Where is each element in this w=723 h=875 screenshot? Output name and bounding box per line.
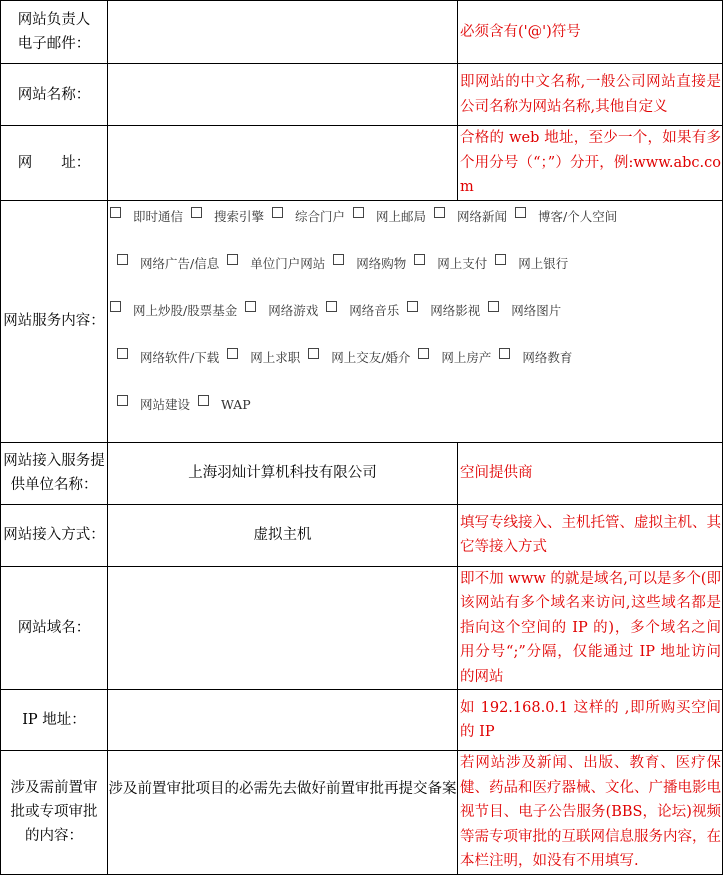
row-domain [1,566,723,690]
row-services [1,200,723,442]
checkbox-icon[interactable] [198,395,209,406]
row-ip [1,690,723,751]
row-approval [1,751,723,875]
checkbox-icon[interactable] [353,207,364,218]
provider-field[interactable]: 上海羽灿计算机科技有限公司 [108,442,458,504]
checkbox-icon[interactable] [110,207,121,218]
services-options [108,200,723,442]
checkbox-icon[interactable] [407,301,418,312]
checkbox-icon[interactable] [488,301,499,312]
option-music[interactable]: 网络音乐 [326,301,399,319]
checkbox-icon[interactable] [434,207,445,218]
note-site-name: 即网站的中文名称,一般公司网站直接是公司名称为网站名称,其他自定义 [458,64,723,126]
option-pictures[interactable]: 网络图片 [488,301,561,319]
label-services: 网站服务内容： [1,200,108,442]
services-line [110,254,718,301]
checkbox-icon[interactable] [495,254,506,265]
checkbox-icon[interactable] [418,348,429,359]
option-news[interactable]: 网络新闻 [434,207,507,225]
checkbox-icon[interactable] [333,254,344,265]
checkbox-icon[interactable] [110,301,121,312]
url-field[interactable] [108,126,458,201]
note-provider: 空间提供商 [458,442,723,504]
checkbox-icon[interactable] [515,207,526,218]
checkbox-icon[interactable] [499,348,510,359]
option-payment[interactable]: 网上支付 [414,254,487,272]
note-url: 合格的 web 地址，至少一个，如果有多个用分号（“；”）分开，例:www.abc.com [458,126,723,201]
label-approval: 涉及需前置审批或专项审批的内容： [1,751,108,875]
label-access-method: 网站接入方式： [1,504,108,566]
option-stocks[interactable]: 网上炒股/股票基金 [110,301,237,319]
option-blog[interactable]: 博客/个人空间 [515,207,617,225]
option-realestate[interactable]: 网上房产 [418,348,491,366]
checkbox-icon[interactable] [117,395,128,406]
row-site-name [1,64,723,126]
email-field[interactable] [108,1,458,64]
row-email [1,1,723,64]
option-shopping[interactable]: 网络购物 [333,254,406,272]
approval-field[interactable]: 涉及前置审批项目的必需先去做好前置审批再提交备案 [108,751,458,875]
option-unit-portal[interactable]: 单位门户网站 [227,254,325,272]
option-ads[interactable]: 网络广告/信息 [117,254,219,272]
ip-field[interactable] [108,690,458,751]
option-jobs[interactable]: 网上求职 [227,348,300,366]
label-domain: 网站域名： [1,566,108,690]
domain-field[interactable] [108,566,458,690]
label-site-name: 网站名称： [1,64,108,126]
note-domain: 即不加 www 的就是域名,可以是多个(即该网站有多个域名来访问,这些域名都是指向这个空间的 IP 的)，多个域名之间用分号“;”分隔，仅能通过 IP 地址访问的网站 [458,566,723,690]
option-video[interactable]: 网络影视 [407,301,480,319]
row-url [1,126,723,201]
option-games[interactable]: 网络游戏 [245,301,318,319]
option-dating[interactable]: 网上交友/婚介 [308,348,410,366]
checkbox-icon[interactable] [191,207,202,218]
option-portal[interactable]: 综合门户 [272,207,345,225]
label-provider: 网站接入服务提供单位名称： [1,442,108,504]
checkbox-icon[interactable] [245,301,256,312]
option-site-building[interactable]: 网站建设 [117,395,190,413]
services-line [110,301,718,348]
option-im[interactable]: 即时通信 [110,207,183,225]
checkbox-icon[interactable] [117,348,128,359]
option-education[interactable]: 网络教育 [499,348,572,366]
checkbox-icon[interactable] [414,254,425,265]
checkbox-icon[interactable] [308,348,319,359]
note-approval: 若网站涉及新闻、出版、教育、医疗保健、药品和医疗器械、文化、广播电影电视节目、电子公告服务(BBS，论坛)视频等需专项审批的互联网信息服务内容，在本栏注明，如没有不用填写. [458,751,723,875]
services-line [110,207,718,254]
option-banking[interactable]: 网上银行 [495,254,568,272]
checkbox-icon[interactable] [326,301,337,312]
option-software[interactable]: 网络软件/下载 [117,348,219,366]
site-name-field[interactable] [108,64,458,126]
access-method-field[interactable]: 虚拟主机 [108,504,458,566]
note-ip: 如 192.168.0.1 这样的 ,即所购买空间的 IP [458,690,723,751]
note-access-method: 填写专线接入、主机托管、虚拟主机、其它等接入方式 [458,504,723,566]
services-line [110,395,718,442]
services-line [110,348,718,395]
label-email: 网站负责人电子邮件： [1,1,108,64]
option-search[interactable]: 搜索引擎 [191,207,264,225]
row-provider [1,442,723,504]
option-wap[interactable]: WAP [198,395,251,412]
checkbox-icon[interactable] [117,254,128,265]
note-email: 必须含有('@')符号 [458,1,723,64]
label-url: 网 址： [1,126,108,201]
checkbox-icon[interactable] [227,348,238,359]
option-mail[interactable]: 网上邮局 [353,207,426,225]
row-access-method [1,504,723,566]
label-ip: IP 地址： [1,690,108,751]
checkbox-icon[interactable] [272,207,283,218]
checkbox-icon[interactable] [227,254,238,265]
